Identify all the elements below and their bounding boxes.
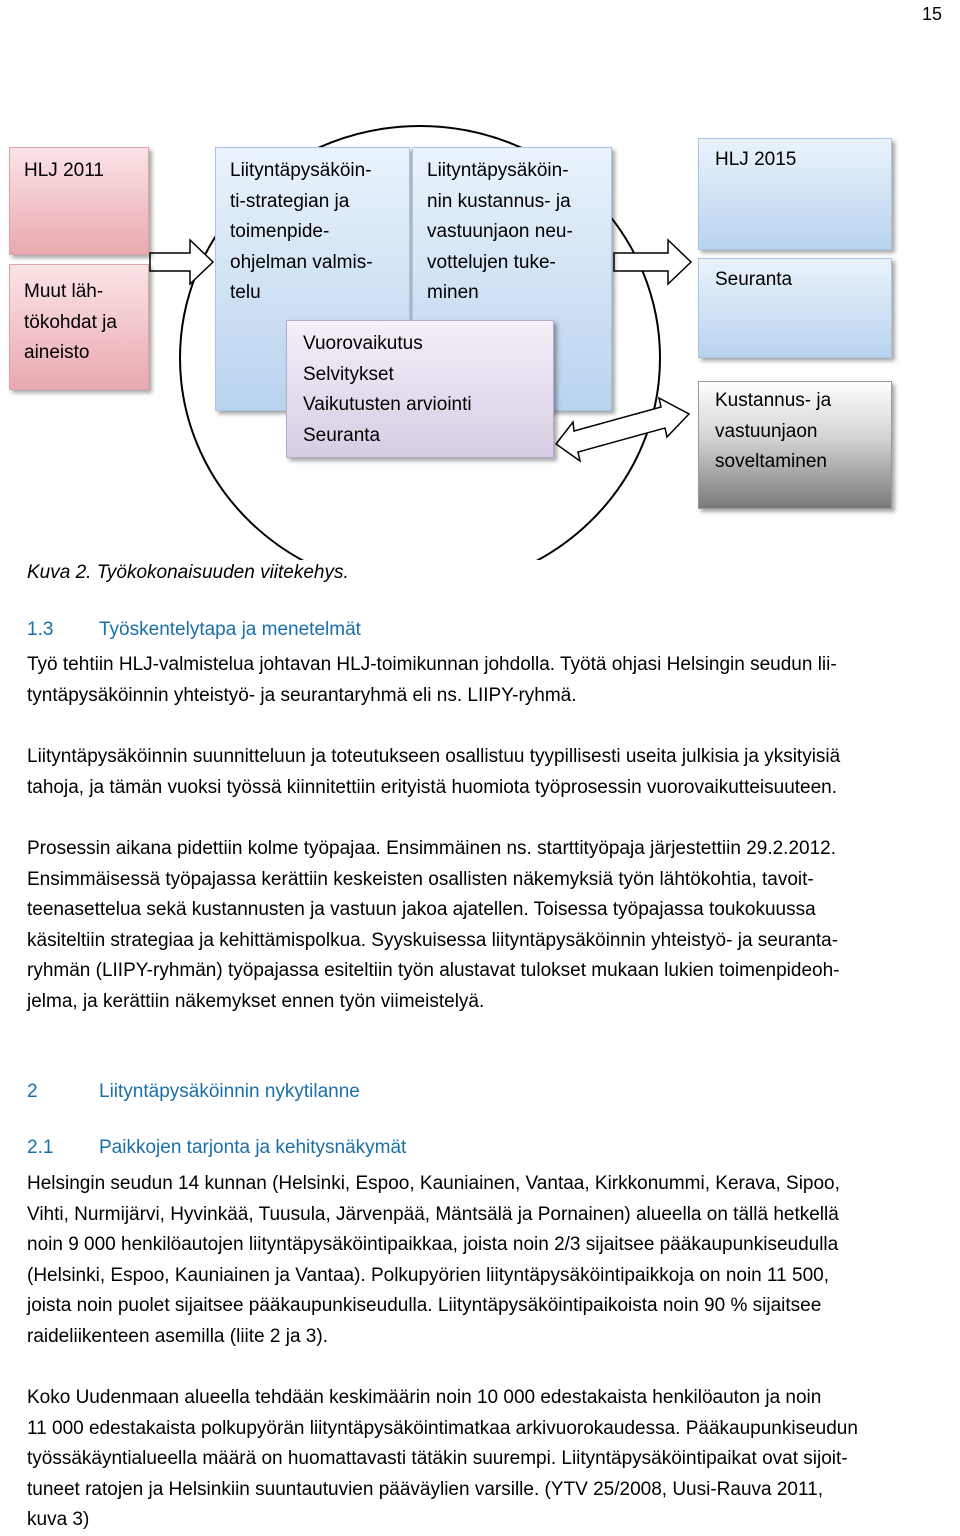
page-number: 15 (921, 4, 942, 24)
box-strategia: Liityntäpysäköin- ti-strategian ja toimenpide- ohjelman valmis- telu (215, 147, 410, 411)
paragraph-2: Liityntäpysäköinnin suunnitteluun ja toteutukseen osallistuu tyypillisesti useita julkisia ja yksityisiä tahoja, ja tämän vuoksi työssä kiinnitettiin erityistä huomiota työprosessin vuorovaikutteisuuteen. (27, 746, 841, 798)
section-heading-1-3: 1.3 Työskentelytapa ja menetelmät (27, 619, 361, 640)
box-kustannus-soveltaminen: Kustannus- ja vastuunjaon soveltaminen (698, 381, 892, 509)
box-kustannus-neuvottelut: Liityntäpysäköin- nin kustannus- ja vastuunjaon neu- vottelujen tuke- minen (412, 147, 612, 411)
box-hlj-2011: HLJ 2011 (9, 147, 149, 255)
section-heading-2-1: 2.1 Paikkojen tarjonta ja kehitysnäkymät (27, 1137, 407, 1158)
box-muut-lahtokohdat: Muut läh- tökohdat ja aineisto (9, 264, 149, 390)
paragraph-3: Prosessin aikana pidettiin kolme työpajaa. Ensimmäinen ns. starttityöpaja järjestettiin 29.2.2012. Ensimmäisessä työpajassa kerättiin keskeisten osallisten näkemyksiä työn lähtökohtia, tavoit- teenasettelua sekä kustannusten ja vastuun jakoa ajatellen. Toisessa työpajassa toukokuussa käsiteltiin strategiaa ja kehittämispolkua. Syyskuisessa liityntäpysäköinnin yhteistyö- ja seuranta- ryhmän (LIIPY-ryhmän) työpajassa esiteltiin työn alustavat tulokset mukaan lukien toimenpideoh- jelma, ja kerättiin näkemykset ennen työn viimeistelyä. (27, 838, 840, 1012)
box-vuorovaikutus: Vuorovaikutus Selvitykset Vaikutusten arviointi Seuranta (286, 320, 554, 458)
figure-caption: Kuva 2. Työkokonaisuuden viitekehys. (27, 562, 349, 583)
arrow-left (150, 240, 213, 284)
paragraph-4: Helsingin seudun 14 kunnan (Helsinki, Espoo, Kauniainen, Vantaa, Kirkkonummi, Kerava, Sipoo, Vihti, Nurmijärvi, Hyvinkää, Tuusula, Järvenpää, Mäntsälä ja Pornainen) alueella on tällä hetkellä noin 9 000 henkilöautojen liityntäpysäköintipaikkaa, joista noin 2/3 sijaitsee pääkaupunkiseudulla (Helsinki, Espoo, Kauniainen ja Vantaa). Polkupyörien liityntäpysäköintipaikkoja on noin 11 500, joista noin puolet sijaitsee pääkaupunkiseudulla. Liityntäpysäköintipaikoista noin 90 % sijaitsee raideliikenteen asemilla (liite 2 ja 3). (27, 1173, 840, 1347)
paragraph-1: Työ tehtiin HLJ-valmistelua johtavan HLJ-toimikunnan johdolla. Työtä ohjasi Helsingin seudun lii- tyntäpysäköinnin yhteistyö- ja seurantaryhmä eli ns. LIIPY-ryhmä. (27, 654, 837, 706)
box-seuranta: Seuranta (698, 258, 892, 358)
box-hlj-2015: HLJ 2015 (698, 138, 892, 250)
paragraph-5: Koko Uudenmaan alueella tehdään keskimäärin noin 10 000 edestakaista henkilöauton ja noin 11 000 edestakaista polkupyörän liityntäpysäköintimatkaa arkivuorokaudessa. Pääkaupunkiseudun työssäkäyntialueella määrä on huomattavasti tätäkin suurempi. Liityntäpysäköintipaikat ovat sijoit- tuneet ratojen ja Helsinkiin suuntautuvien pääväylien varsille. (YTV 25/2008, Uusi-Rauva 2011, kuva 3) (27, 1387, 858, 1530)
section-heading-2: 2 Liityntäpysäköinnin nykytilanne (27, 1081, 360, 1102)
arrow-right (614, 240, 691, 284)
